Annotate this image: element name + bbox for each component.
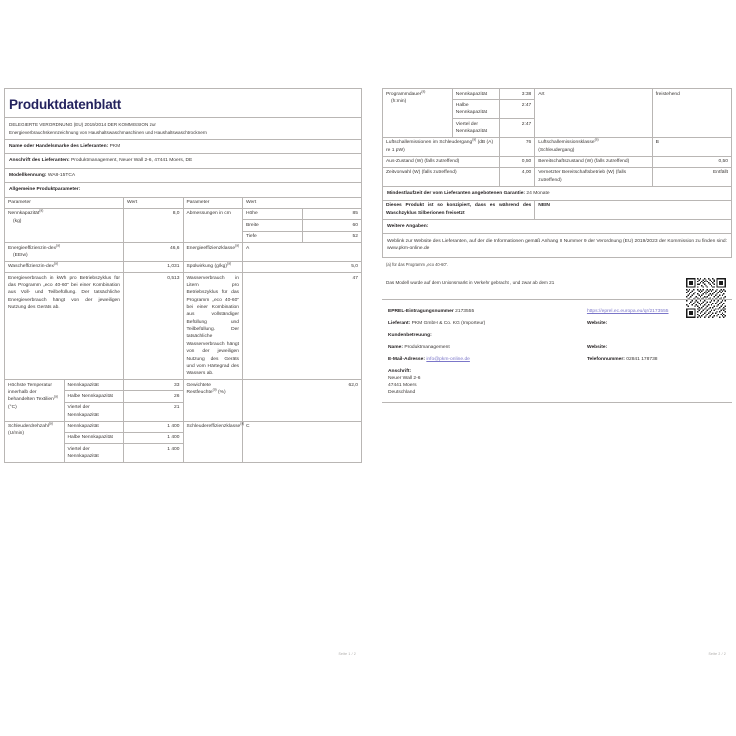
table-row [383,137,732,156]
row-value-energyconsumption: 0,513 [124,273,184,380]
warranty-label: Mindestlaufzeit der vom Lieferanten angebotenen Garantie: [387,190,526,196]
name-value: Produktmanagement [404,344,450,350]
page1-table [4,88,362,463]
subrow-value-spin-viertel: 1 400 [124,444,184,463]
row-param-delaystart: Zeitvorwahl (W) (falls zutreffend) [383,167,500,186]
silver-ions-row [383,200,732,219]
row-param-noise [383,137,500,156]
row-param-rinsing [183,261,243,272]
row-param-waterconsumption: Wasserverbrauch in Litern pro Betriebszyklus für das Programm „eco 40-60“ bei einer Kombination aus vollständiger Befüllung und Teilbefüllung. Der tatsächliche Wasserverbrauch hängt von der jeweiligen Nutzung des Geräts und vom Härtegrad des Wassers ab. [183,273,243,380]
dimension-value-breite: 60 [302,220,362,231]
supplier-name-value: PKM [109,144,121,150]
param-text: Nennkapazität [8,211,40,217]
row-value-rinsing: 5,0 [243,261,362,272]
row-value-offmode: 0,50 [500,156,535,167]
subrow-label-duration-halb: Halbe Nennkapazität [452,100,500,119]
website-label-1: Website: [586,321,608,327]
subrow-value-duration-viertel: 2:47 [500,119,535,138]
model-label: Modellkennung: [9,172,47,178]
row-param-programduration [383,89,453,138]
model-cell [5,168,362,182]
page-1 [4,88,362,656]
warranty-row [383,186,732,200]
general-params-heading: Allgemeine Produktparameter: [5,183,362,197]
row-param-maxtemp [5,380,65,421]
market-placement-note: Das Modell wurde auf dem Unionsmarkt in Verkehr gebracht , und zwar ab dem 21 [386,279,555,285]
supplier-name-row [5,140,362,154]
supplier-cell [386,318,585,330]
param-superscript: (a) [39,208,44,213]
table-row [5,273,362,380]
row-param-energyconsumption: Energieverbrauch in kWh pro Betriebszyklus für das Programm „eco 40-60“ bei einer Kombination aus Voll- und Teilbefüllung. Der tatsächliche Energieverbrauch hängt von der jeweiligen Nutzung des Geräts ab. [5,273,124,380]
column-header-row [5,197,362,208]
silver-ions-label: Dieses Produkt ist so konzipiert, dass es während des Waschzyklus Silberionen freisetzt [383,200,535,219]
row-param-energyclass [183,243,243,262]
weblink-value[interactable]: www.pkm-online.de [387,246,430,252]
email-row [386,353,728,365]
row-param-type: Art [535,89,652,138]
row-param-spinclass [183,421,243,462]
website-label-2: Website: [586,344,608,350]
param-unit: (°C) [8,404,17,410]
param-text: Spülwirkung (g/kg) [186,264,228,270]
subrow-label-spin-viertel: Viertel der Nennkapazität [64,444,124,463]
param-superscript: (a) [240,421,245,426]
eprel-url-cell[interactable] [585,306,728,318]
subrow-label-maxtemp-halb: Halbe Nennkapazität [64,391,124,402]
param-unit: (kg) [13,218,22,224]
regulation-line-1: DELEGIERTE VERORDNUNG (EU) 2019/2014 DER KOMMISSION zur [9,122,156,128]
weblink-cell [383,234,732,258]
param-unit: (Schleudergang) [538,147,575,153]
param-text: Luftschallemissionen im Schleudergang [386,140,473,146]
param-unit: (%) [218,389,226,395]
row-param-networkedstandby: Vernetzter Bereitschaftsbetrieb (W) (falls zutreffend) [535,167,652,186]
further-info-heading: Weitere Angaben: [383,219,732,233]
empty-cell-1 [585,330,728,342]
subrow-value-duration-nenn: 3:38 [500,89,535,100]
param-text: Schleudereffizienzklasse [186,424,241,430]
param-superscript: (a) [48,421,53,426]
address-line-1: Neuer Wall 2-6 [388,375,421,381]
row-param-capacity [5,208,124,242]
param-superscript: (a) [227,261,232,266]
contact-block [382,299,732,404]
row-value-delaystart: 4,00 [500,167,535,186]
header-wert-1: Wert [124,197,184,208]
general-params-row [5,183,362,197]
param-unit: (h:min) [391,98,407,104]
email-label: E-Mail-Adresse: [388,356,425,362]
table-row [5,421,362,432]
phone-label: Telefonnummer: [586,356,625,362]
dimension-label-tiefe: Tiefe [243,231,303,242]
model-row [5,168,362,182]
table-row [5,380,362,391]
supplier-row [386,318,728,330]
table-row [383,89,732,100]
row-param-dimensions: Abmessungen in cm [183,208,243,242]
page-title: Produktdatenblatt [9,97,122,112]
email-value[interactable]: info@pkm-online.de [426,356,470,362]
header-parameter-2: Parameter [183,197,243,208]
header-parameter-1: Parameter [5,197,124,208]
warranty-value: 24 Monate [526,190,550,196]
table-row [5,208,362,219]
empty-cell-2 [585,365,728,398]
table-row [383,156,732,167]
supplier-value: PKM GmbH & Co. KG (Importeur) [411,321,486,327]
row-value-eei: 46,6 [124,243,184,262]
subrow-label-duration-nenn: Nennkapazität [452,89,500,100]
param-text: Gewichtete Restfeuchte [186,382,213,395]
supplier-name-label: Name oder Handelsmarke des Lieferanten: [9,144,109,150]
regulation-cell [5,118,362,140]
name-label: Name: [388,344,403,350]
supplier-address-label: Anschrift des Lieferanten: [9,158,70,164]
phone-value: 02841 178738 [626,356,658,362]
further-info-row [383,219,732,233]
subrow-value-maxtemp-halb: 26 [124,391,184,402]
subrow-label-spin-nenn: Nennkapazität [64,421,124,432]
param-text: Schleuderdrehzahl [8,424,49,430]
param-superscript: (a) [53,394,58,399]
row-value-capacity: 8,0 [124,208,184,242]
param-unit: (dB (A) re 1 pW) [386,140,494,153]
regulation-row [5,118,362,140]
weblink-row [383,234,732,258]
regulation-line-2: Energieverbrauchskennzeichnung von Haushaltswaschmaschinen und Haushaltswaschtrocknern [9,129,207,135]
param-text: Energieeffizienzin-dex [8,245,57,251]
row-value-type: freistehend [652,89,731,138]
row-value-energyclass: A [243,243,362,262]
page-1-footer: Seite 1 / 2 [338,652,356,656]
phone-cell [585,353,728,365]
eprel-row [386,306,728,318]
row-value-networkedstandby: Entfällt [652,167,731,186]
page2-table [382,88,732,258]
param-superscript: (a) [53,261,58,266]
row-param-noiseclass [535,137,652,156]
subrow-value-maxtemp-nenn: 33 [124,380,184,391]
row-param-washindex [5,261,124,272]
param-superscript: (a) [472,137,477,142]
param-superscript: (a) [56,242,61,247]
subrow-value-spin-halb: 1 400 [124,432,184,443]
header-wert-2: Wert [243,197,362,208]
subrow-value-duration-halb: 2:47 [500,100,535,119]
address-line-3: Deutschland [388,389,416,395]
row-value-standby: 0,50 [652,156,731,167]
address-row [386,365,728,398]
subrow-label-duration-viertel: Viertel der Nennkapazität [452,119,500,138]
page-2-footer: Seite 2 / 2 [708,652,726,656]
row-param-spinspeed [5,421,65,462]
row-value-spinclass: C [243,421,362,462]
spacer [382,270,732,278]
subrow-label-maxtemp-nenn: Nennkapazität [64,380,124,391]
supplier-name-cell [5,140,362,154]
row-param-residualmoisture [183,380,243,421]
param-superscript: (a) [421,88,426,93]
supplier-label: Lieferant: [388,321,411,327]
param-unit: (EEIᴡ) [13,252,28,258]
dimension-label-hoehe: Höhe [243,208,303,219]
subrow-value-spin-nenn: 1 400 [124,421,184,432]
model-value: WA8-15TCA [47,172,76,178]
subrow-value-maxtemp-viertel: 21 [124,402,184,421]
eprel-cell [386,306,585,318]
address-cell [386,365,585,398]
row-value-noiseclass: B [652,137,731,156]
row-value-residualmoisture: 62,0 [243,380,362,421]
title-cell [5,89,362,118]
table-row [383,167,732,186]
footnote-eco-program: (a) für das Programm „eco 40-60“. [386,261,449,267]
customer-care-heading: Kundenbetreuung: [388,332,432,338]
param-superscript: (a) [212,387,217,392]
eprel-label: EPREL-Eintragungsnummer [388,309,454,315]
page-2 [382,88,732,656]
name-row [386,341,728,353]
name-cell [386,341,585,353]
row-value-noise: 76 [500,137,535,156]
row-value-waterconsumption: 47 [243,273,362,380]
email-cell[interactable] [386,353,585,365]
title-row [5,89,362,118]
supplier-address-cell [5,154,362,168]
row-param-standby: Bereitschaftszustand (W) (falls zutreffend) [535,156,652,167]
address-heading: Anschrift: [388,368,412,374]
supplier-address-value: Produktmanagement, Neuer Wall 2-6, 47441 Moers, DE [70,158,193,164]
table-row [5,261,362,272]
row-value-washindex: 1,031 [124,261,184,272]
row-param-offmode: Aus-Zustand (W) (falls zutreffend) [383,156,500,167]
param-superscript: (a) [594,137,599,142]
dimension-value-hoehe: 85 [302,208,362,219]
warranty-cell [383,186,732,200]
eprel-url-link[interactable]: https://eprel.ec.europa.eu/qr/2173555 [586,309,669,315]
subrow-label-spin-halb: Halbe Nennkapazität [64,432,124,443]
table-row [5,243,362,262]
eprel-value: 2173555 [455,309,475,315]
dimension-label-breite: Breite [243,220,303,231]
subrow-label-maxtemp-viertel: Viertel der Nennkapazität [64,402,124,421]
param-unit: (U/min) [8,431,25,437]
contact-table [386,306,728,399]
row-param-eei [5,243,124,262]
supplier-address-row [5,154,362,168]
param-text: Luftschallemissionsklasse [538,140,595,146]
param-text: Energieeffizienzklasse [186,245,236,251]
address-line-2: 47441 Moers [388,382,417,388]
param-text: Programmdauer [386,91,422,97]
param-text: Wascheffizienzin-dex [8,264,54,270]
customer-care-row [386,330,728,342]
silver-ions-value: NEIN [535,200,732,219]
weblink-text: Weblink zur Website des Lieferanten, auf der die Informationen gemäß Anhang II Nummer 9 der Verordnung (EU) 2019/2023 der Kommission zu finden sind: [387,239,727,245]
param-superscript: (a) [235,242,240,247]
param-text: Höchste Temperatur innerhalb der behandelten Textilien [8,382,54,403]
dimension-value-tiefe: 52 [302,231,362,242]
